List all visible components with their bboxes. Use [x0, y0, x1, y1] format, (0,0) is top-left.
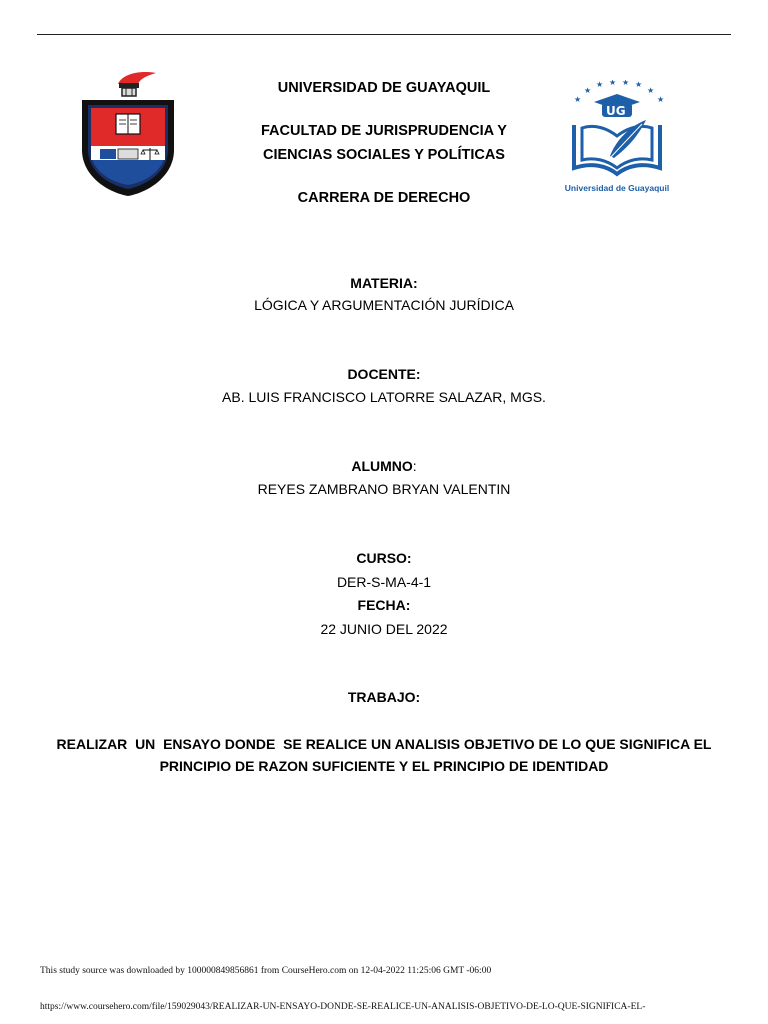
trabajo-line-1: REALIZAR UN ENSAYO DONDE SE REALICE UN ANALISIS OBJETIVO DE LO QUE SIGNIFICA EL [56, 736, 712, 752]
svg-text:★: ★ [596, 80, 604, 89]
trabajo-label: TRABAJO: [347, 689, 421, 705]
svg-text:UG: UG [606, 104, 626, 118]
svg-text:★: ★ [622, 80, 630, 87]
svg-text:★: ★ [647, 86, 655, 95]
ug-logo-caption: Universidad de Guayaquil [564, 183, 670, 193]
materia-label: MATERIA: [350, 275, 418, 291]
fecha-label: FECHA: [357, 597, 411, 613]
faculty-line-2: CIENCIAS SOCIALES Y POLÍTICAS [263, 147, 505, 163]
curso-label: CURSO: [356, 550, 412, 566]
alumno-label: ALUMNO [351, 458, 413, 474]
university-name: UNIVERSIDAD DE GUAYAQUIL [277, 80, 491, 96]
source-url[interactable]: https://www.coursehero.com/file/159029043/REALIZAR-UN-ENSAYO-DONDE-SE-REALICE-UN-ANALISIS-OBJETIVO-DE-LO-QUE-SIGNIFICA-EL- [40, 1002, 646, 1012]
curso-value: DER-S-MA-4-1 [336, 574, 432, 590]
top-rule [37, 34, 731, 35]
svg-text:★: ★ [609, 80, 617, 87]
fecha-value: 22 JUNIO DEL 2022 [320, 621, 448, 637]
alumno-label-row [0, 457, 768, 475]
docente-value: AB. LUIS FRANCISCO LATORRE SALAZAR, MGS. [222, 389, 546, 405]
svg-text:★: ★ [657, 95, 665, 104]
career-name: CARRERA DE DERECHO [297, 190, 471, 206]
faculty-line-1: FACULTAD DE JURISPRUDENCIA Y [261, 123, 507, 139]
download-note: This study source was downloaded by 100000849856861 from CourseHero.com on 12-04-2022 11:25:06 GMT -06:00 [40, 966, 492, 976]
svg-text:★: ★ [584, 86, 592, 95]
svg-text:★: ★ [574, 95, 582, 104]
alumno-colon: : [412, 458, 417, 474]
trabajo-line-2: PRINCIPIO DE RAZON SUFICIENTE Y EL PRINCIPIO DE IDENTIDAD [159, 758, 609, 774]
alumno-value: REYES ZAMBRANO BRYAN VALENTIN [257, 481, 511, 497]
svg-text:★: ★ [635, 80, 643, 89]
materia-value: LÓGICA Y ARGUMENTACIÓN JURÍDICA [254, 297, 514, 313]
docente-label: DOCENTE: [347, 366, 421, 382]
